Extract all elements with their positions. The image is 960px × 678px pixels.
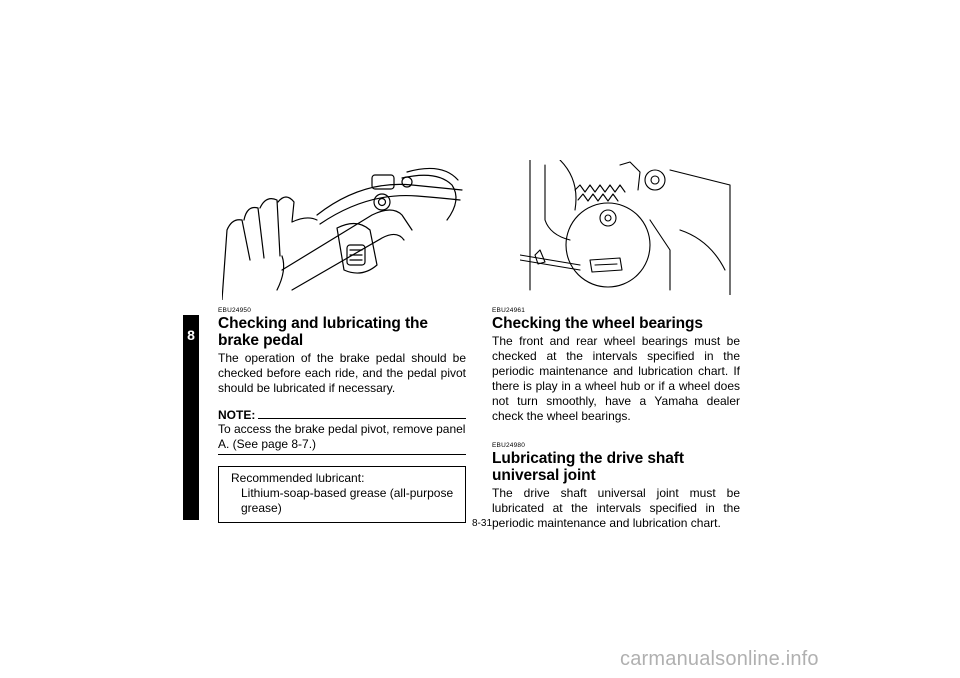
note-text: To access the brake pedal pivot, remove panel A. (See page 8-7.)	[218, 422, 466, 451]
section-heading-wheel-bearings: Checking the wheel bearings	[492, 315, 703, 332]
note-rule	[258, 417, 466, 419]
section-tab-number: 8	[187, 327, 195, 343]
handlebar-illustration	[222, 160, 467, 300]
note-label: NOTE:	[218, 408, 256, 422]
section-heading-brake-pedal: Checking and lubricating the brake pedal	[218, 315, 428, 349]
page-number: 8-31	[471, 518, 492, 529]
lubricant-box-title: Recommended lubricant:	[231, 471, 365, 485]
section-body-wheel-bearings: The front and rear wheel bearings must be checked at the intervals specified in the periodic maintenance and lubrication chart. If there is play in a wheel hub or if a wheel does not turn smoothly, have a Yamaha dealer check the wheel bearings.	[492, 334, 740, 423]
brake-pedal-illustration	[520, 160, 735, 295]
section-code: EBU24961	[492, 307, 526, 314]
section-body-brake-pedal: The operation of the brake pedal should be checked before each ride, and the pedal pivot should be lubricated if necessary.	[218, 351, 466, 395]
watermark: carmanualsonline.info	[620, 648, 819, 670]
lubricant-box	[218, 466, 466, 523]
section-heading-drive-shaft: Lubricating the drive shaft universal joint	[492, 450, 684, 484]
section-code: EBU24950	[218, 307, 252, 314]
note-header	[218, 408, 466, 422]
section-tab	[183, 315, 199, 520]
note-end-rule	[218, 454, 466, 455]
lubricant-box-value: Lithium-soap-based grease (all-purpose grease)	[241, 486, 454, 515]
section-code: EBU24980	[492, 442, 526, 449]
section-body-drive-shaft: The drive shaft universal joint must be lubricated at the intervals specified in the periodic maintenance and lubrication chart.	[492, 486, 740, 530]
